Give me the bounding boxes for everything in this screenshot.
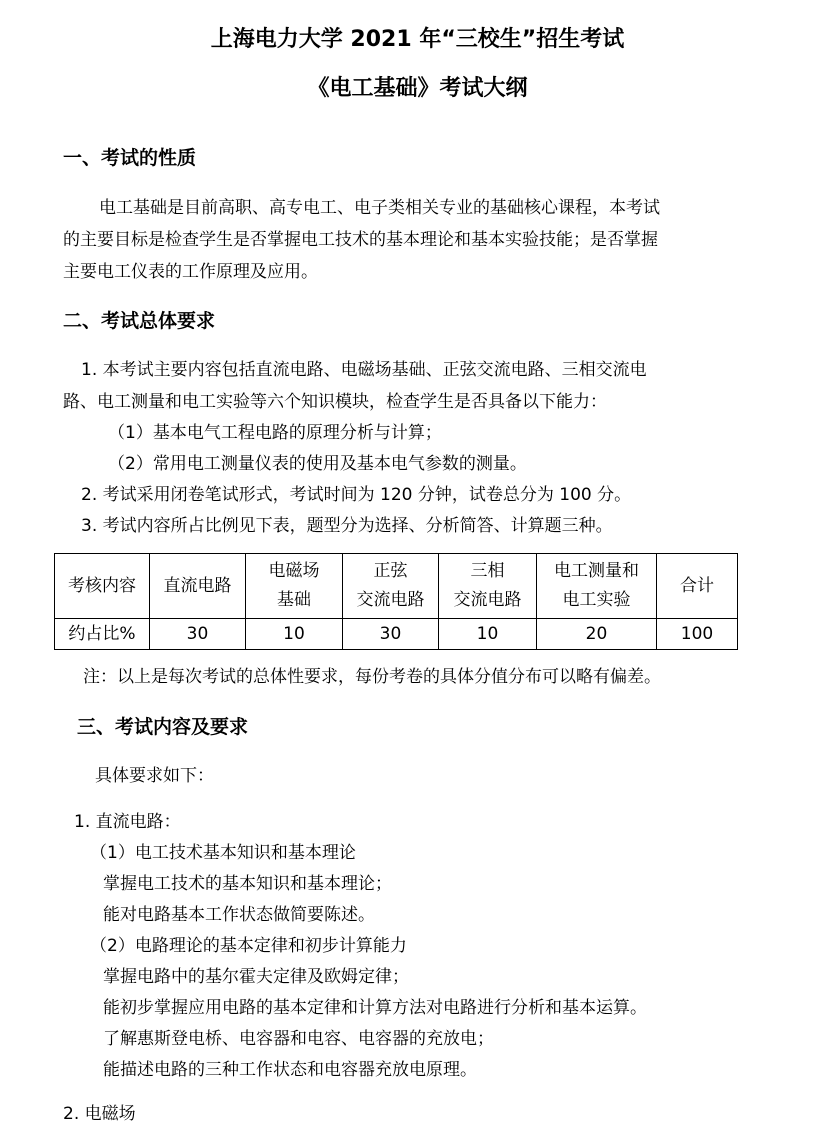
table-cell: 10: [439, 619, 537, 650]
table-header-cell: 电磁场 基础: [246, 554, 343, 619]
content-detail: 了解惠斯登电桥、电容器和电容、电容器的充放电；: [103, 1029, 494, 1049]
content-intro: 具体要求如下：: [95, 766, 214, 786]
requirement-line: 1. 本考试主要内容包括直流电路、电磁场基础、正弦交流电路、三相交流电: [81, 360, 647, 380]
content-detail: 能对电路基本工作状态做简要陈述。: [103, 905, 375, 925]
table-cell: 30: [343, 619, 439, 650]
content-subitem: （1）电工技术基本知识和基本理论: [90, 843, 356, 863]
requirement-line: 路、电工测量和电工实验等六个知识模块，检查学生是否具备以下能力：: [63, 392, 607, 412]
document-title: 上海电力大学 2021 年“三校生”招生考试: [210, 27, 625, 52]
nature-paragraph-line: 电工基础是目前高职、高专电工、电子类相关专业的基础核心课程，本考试: [99, 198, 660, 218]
document-subtitle: 《电工基础》考试大纲: [307, 76, 528, 101]
table-header-cell: 合计: [657, 554, 738, 619]
table-cell: 20: [537, 619, 657, 650]
content-detail: 能描述电路的三种工作状态和电容器充放电原理。: [103, 1060, 477, 1080]
content-detail: 掌握电工技术的基本知识和基本理论；: [103, 874, 392, 894]
section-heading-nature: 一、考试的性质: [63, 147, 197, 169]
table-header-cell: 正弦 交流电路: [343, 554, 439, 619]
table-header-cell: 电工测量和 电工实验: [537, 554, 657, 619]
table-cell: 约占比%: [55, 619, 150, 650]
content-subitem: （2）电路理论的基本定律和初步计算能力: [90, 936, 407, 956]
requirement-subitem: （1）基本电气工程电路的原理分析与计算；: [108, 423, 442, 443]
section-heading-content: 三、考试内容及要求: [77, 716, 249, 738]
nature-paragraph-line: 主要电工仪表的工作原理及应用。: [63, 262, 318, 282]
table-cell: 100: [657, 619, 738, 650]
content-detail: 掌握电路中的基尔霍夫定律及欧姆定律；: [103, 967, 409, 987]
table-header-cell: 三相 交流电路: [439, 554, 537, 619]
table-header-row: [55, 554, 738, 619]
table-row: [55, 619, 738, 650]
nature-paragraph-line: 的主要目标是检查学生是否掌握电工技术的基本理论和基本实验技能；是否掌握: [63, 230, 658, 250]
table-note: 注：以上是每次考试的总体性要求，每份考卷的具体分值分布可以略有偏差。: [83, 667, 661, 687]
requirement-line: 2. 考试采用闭卷笔试形式，考试时间为 120 分钟，试卷总分为 100 分。: [81, 485, 632, 505]
content-item: 1. 直流电路：: [74, 812, 181, 832]
content-item: 2. 电磁场: [63, 1104, 136, 1124]
content-detail: 能初步掌握应用电路的基本定律和计算方法对电路进行分析和基本运算。: [103, 998, 647, 1018]
section-heading-requirements: 二、考试总体要求: [63, 310, 216, 332]
requirement-line: 3. 考试内容所占比例见下表，题型分为选择、分析简答、计算题三种。: [81, 516, 613, 536]
table-cell: 30: [150, 619, 246, 650]
table-header-cell: 考核内容: [55, 554, 150, 619]
score-ratio-table: [54, 553, 738, 650]
table-cell: 10: [246, 619, 343, 650]
table-header-cell: 直流电路: [150, 554, 246, 619]
requirement-subitem: （2）常用电工测量仪表的使用及基本电气参数的测量。: [108, 454, 527, 474]
